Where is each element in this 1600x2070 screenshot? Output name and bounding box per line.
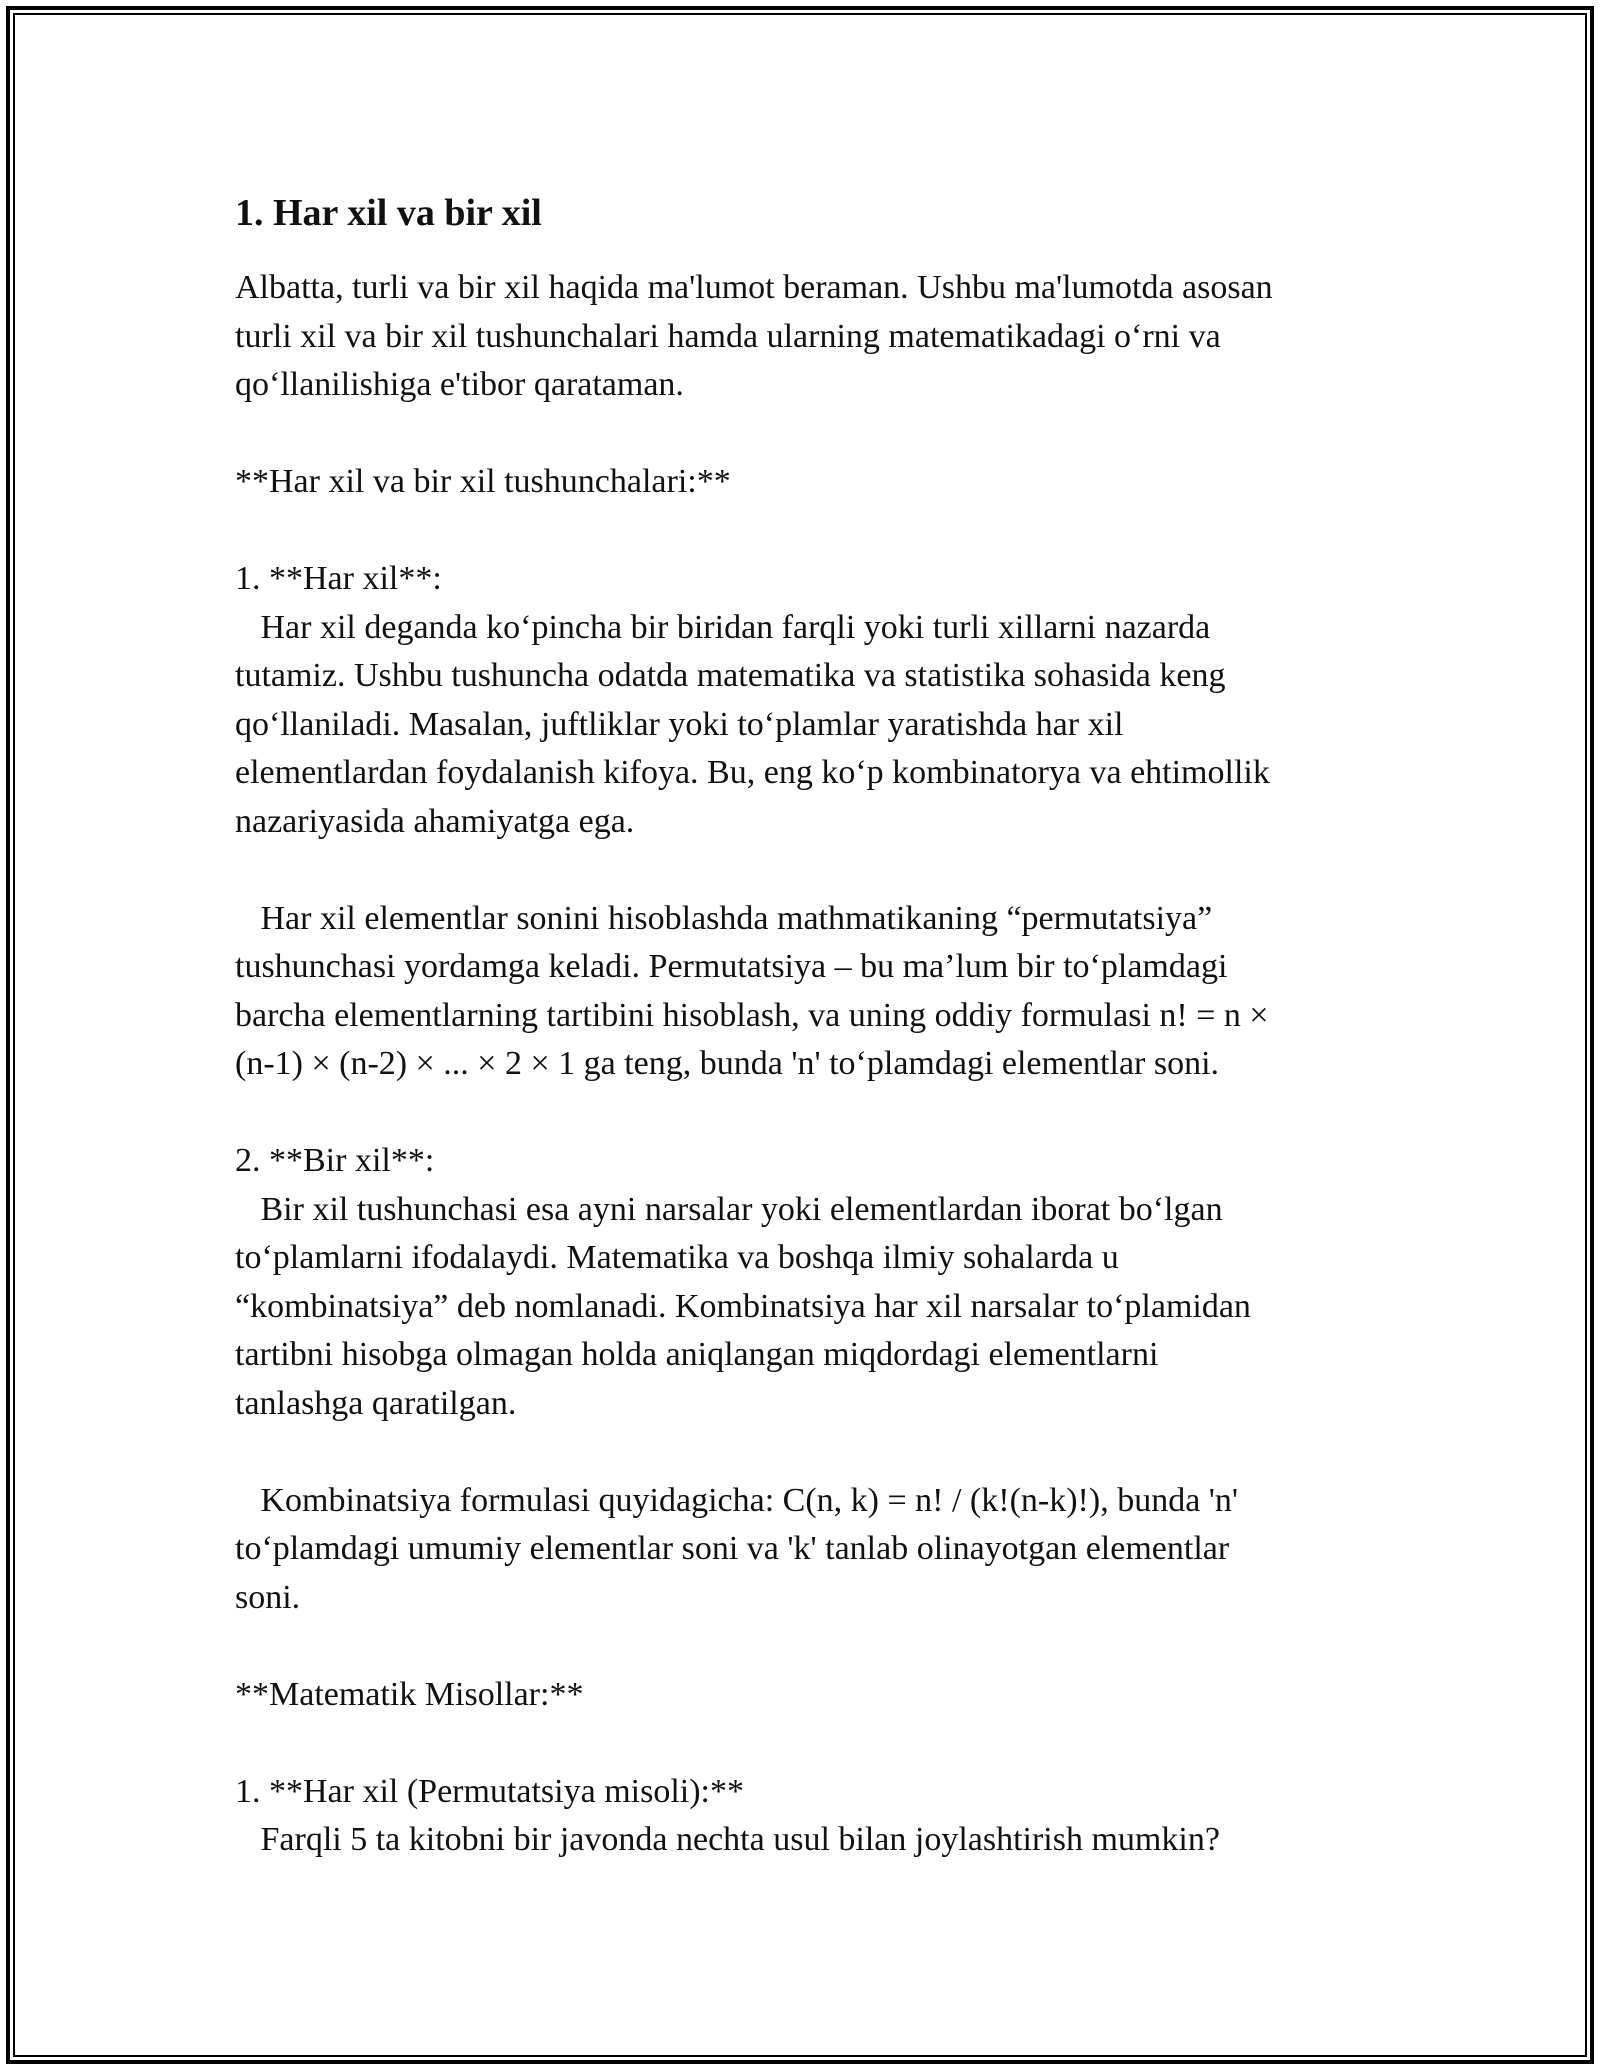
text-line: Har xil elementlar sonini hisoblashda mathmatikaning “permutatsiya” (235, 899, 1213, 937)
text-line: **Har xil va bir xil tushunchalari:** (235, 463, 731, 500)
concepts-heading (235, 458, 1375, 507)
text-line: barcha elementlarning tartibini hisoblash, va uning oddiy formulasi n! = n × (235, 996, 1269, 1034)
text-line: to‘plamdagi umumiy elementlar soni va 'k' tanlab olinayotgan elementlar (235, 1530, 1230, 1567)
text-line: qo‘llaniladi. Masalan, juftliklar yoki to‘plamlar yaratishda har xil (235, 705, 1124, 743)
text-line: qo‘llanilishiga e'tibor qarataman. (235, 366, 684, 403)
text-line: tartibni hisobga olmagan holda aniqlangan miqdordagi elementlarni (235, 1336, 1159, 1373)
text-line: 1. **Har xil**: (235, 560, 442, 597)
intro-paragraph (235, 264, 1375, 410)
section-heading: 1. Har xil va bir xil (235, 192, 542, 234)
text-line: “kombinatsiya” deb nomlanadi. Kombinatsiya har xil narsalar to‘plamidan (235, 1287, 1251, 1325)
text-line: Farqli 5 ta kitobni bir javonda nechta usul bilan joylashtirish mumkin? (235, 1821, 1220, 1858)
text-line: **Matematik Misollar:** (235, 1675, 584, 1713)
text-line: Har xil deganda ko‘pincha bir biridan farqli yoki turli xillarni nazarda (235, 608, 1211, 646)
text-line: to‘plamlarni ifodalaydi. Matematika va boshqa ilmiy sohalarda u (235, 1239, 1119, 1276)
text-line: tutamiz. Ushbu tushuncha odatda matematika va statistika sohasida keng (235, 657, 1226, 694)
text-line: nazariyasida ahamiyatga ega. (235, 802, 635, 840)
text-line: 2. **Bir xil**: (235, 1142, 435, 1179)
text-line: elementlardan foydalanish kifoya. Bu, eng ko‘p kombinatorya va ehtimollik (235, 754, 1270, 791)
text-line: Bir xil tushunchasi esa ayni narsalar yoki elementlardan iborat bo‘lgan (235, 1190, 1223, 1228)
text-line: soni. (235, 1578, 301, 1616)
text-line: tushunchasi yordamga keladi. Permutatsiya – bu ma’lum bir to‘plamdagi (235, 948, 1228, 985)
bir-xil-paragraph (235, 1137, 1375, 1428)
document-page (235, 186, 1375, 1913)
permutation-paragraph (235, 895, 1375, 1089)
text-line: Kombinatsiya formulasi quyidagicha: C(n, k) = n! / (k!(n-k)!), bunda 'n' (235, 1481, 1239, 1519)
text-line: (n-1) × (n-2) × ... × 2 × 1 ga teng, bunda 'n' to‘plamdagi elementlar soni. (235, 1045, 1220, 1082)
text-line: turli xil va bir xil tushunchalari hamda ularning matematikadagi o‘rni va (235, 317, 1221, 355)
har-xil-paragraph (235, 555, 1375, 846)
text-line: Albatta, turli va bir xil haqida ma'lumot beraman. Ushbu ma'lumotda asosan (235, 269, 1273, 306)
permutation-example (235, 1768, 1375, 1865)
examples-heading (235, 1671, 1375, 1720)
text-line: tanlashga qaratilgan. (235, 1384, 517, 1422)
text-line: 1. **Har xil (Permutatsiya misoli):** (235, 1772, 744, 1810)
combination-formula-paragraph (235, 1477, 1375, 1623)
